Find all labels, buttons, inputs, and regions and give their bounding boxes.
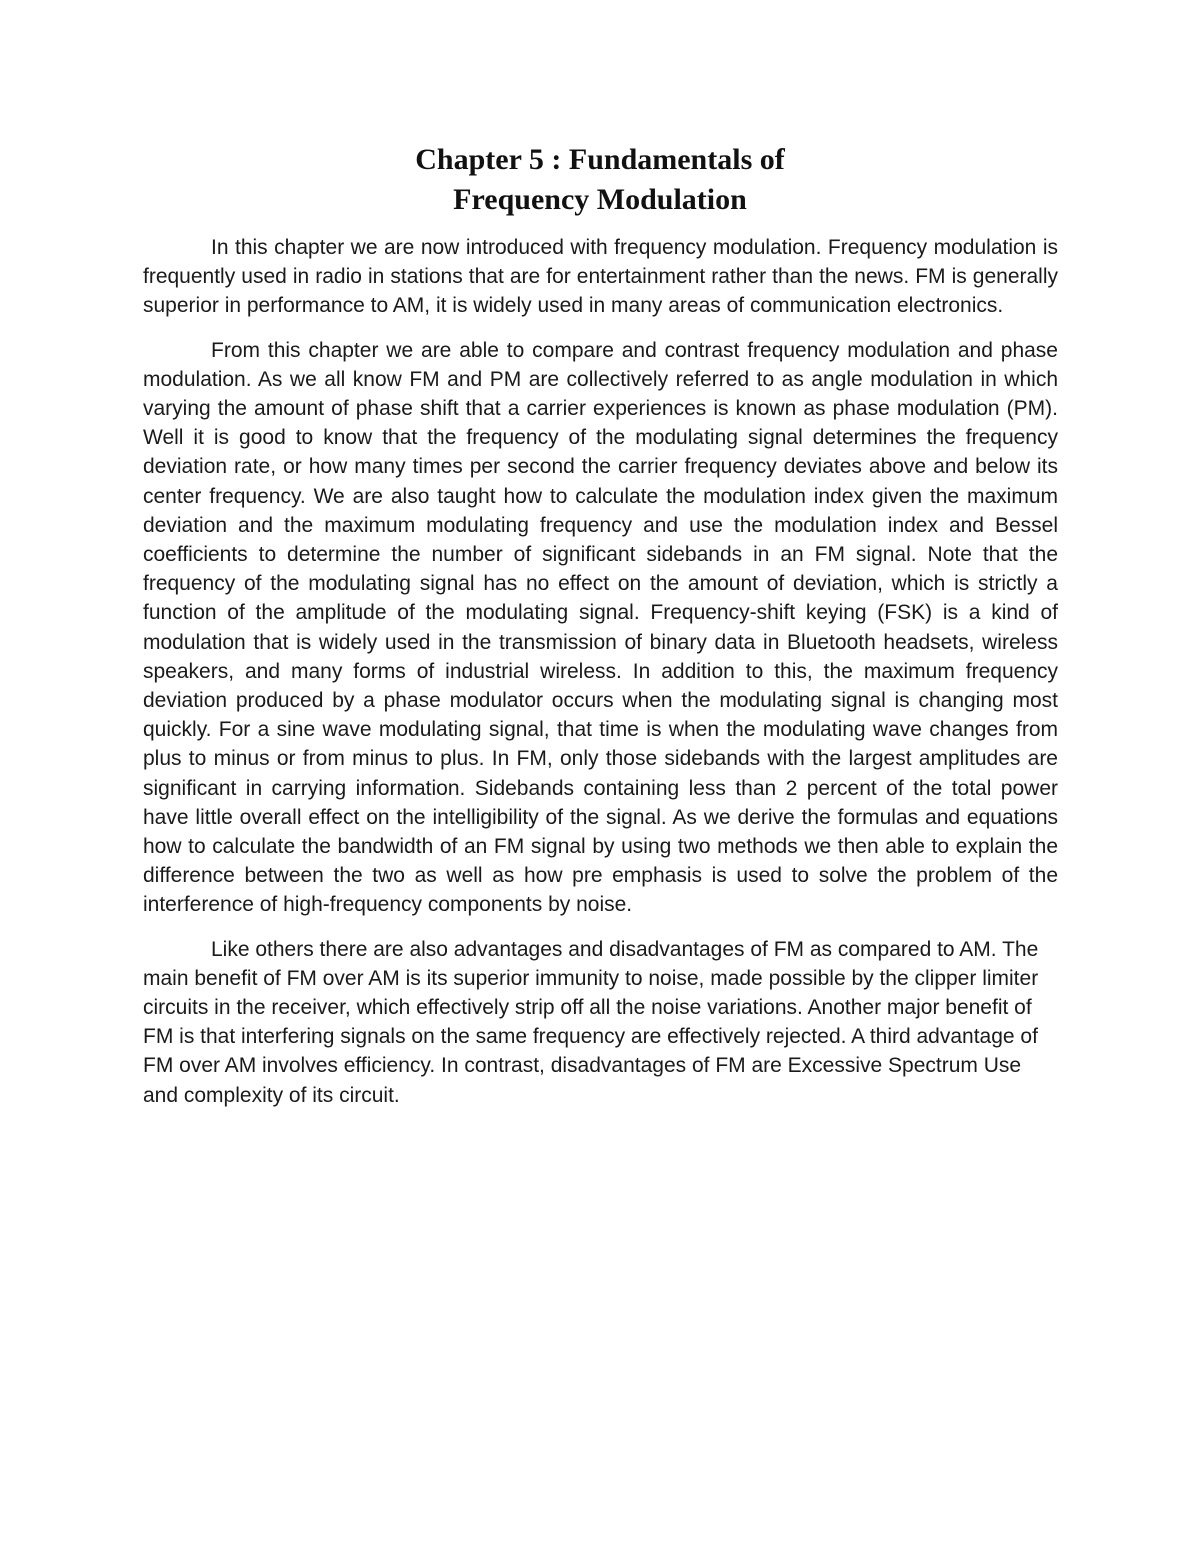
paragraph-advantages: Like others there are also advantages and disadvantages of FM as compared to AM. The main benefit of FM over AM is its superior immunity to noise, made possible by the clipper limiter circuits in the receiver, which effectively strip off all the noise variations. Another major benefit of FM is that interfering signals on the same frequency are effectively rejected. A third advantage of FM over AM involves efficiency. In contrast, disadvantages of FM are Excessive Spectrum Use and complexity of its circuit. (143, 937, 1039, 1107)
chapter-title (0, 140, 1200, 220)
paragraph-fm-vs-pm: From this chapter we are able to compare and contrast frequency modulation and phase modulation. As we all know FM and PM are collectively referred to as angle modulation in which varying the amount of phase shift that a carrier experiences is known as phase modulation (PM). Well it is good to know that the frequency of the modulating signal determines the frequency deviation rate, or how many times per second the carrier frequency deviates above and below its center frequency. We are also taught how to calculate the modulation index given the maximum deviation and the maximum modulating frequency and use the modulation index and Bessel coefficients to determine the number of significant sidebands in an FM signal. Note that the frequency of the modulating signal has no effect on the amount of deviation, which is strictly a function of the amplitude of the modulating signal. Frequency-shift keying (FSK) is a kind of modulation that is widely used in the transmission of binary data in Bluetooth headsets, wireless speakers, and many forms of industrial wireless. In addition to this, the maximum frequency deviation produced by a phase modulator occurs when the modulating signal is changing most quickly. For a sine wave modulating signal, that time is when the modulating wave changes from plus to minus or from minus to plus. In FM, only those sidebands with the largest amplitudes are significant in carrying information. Sidebands containing less than 2 percent of the total power have little overall effect on the intelligibility of the signal. As we derive the formulas and equations how to calculate the bandwidth of an FM signal by using two methods we then able to explain the difference between the two as well as how pre emphasis is used to solve the problem of the interference of high-frequency components by noise. (143, 338, 1058, 917)
chapter-body (143, 233, 1058, 1125)
chapter-title-line-1: Chapter 5 : Fundamentals of (415, 143, 785, 176)
chapter-title-line-2: Frequency Modulation (453, 183, 747, 216)
paragraph-introduction: In this chapter we are now introduced with frequency modulation. Frequency modulation is frequently used in radio in stations that are for entertainment rather than the news. FM is generally superior in performance to AM, it is widely used in many areas of communication electronics. (143, 236, 1058, 318)
